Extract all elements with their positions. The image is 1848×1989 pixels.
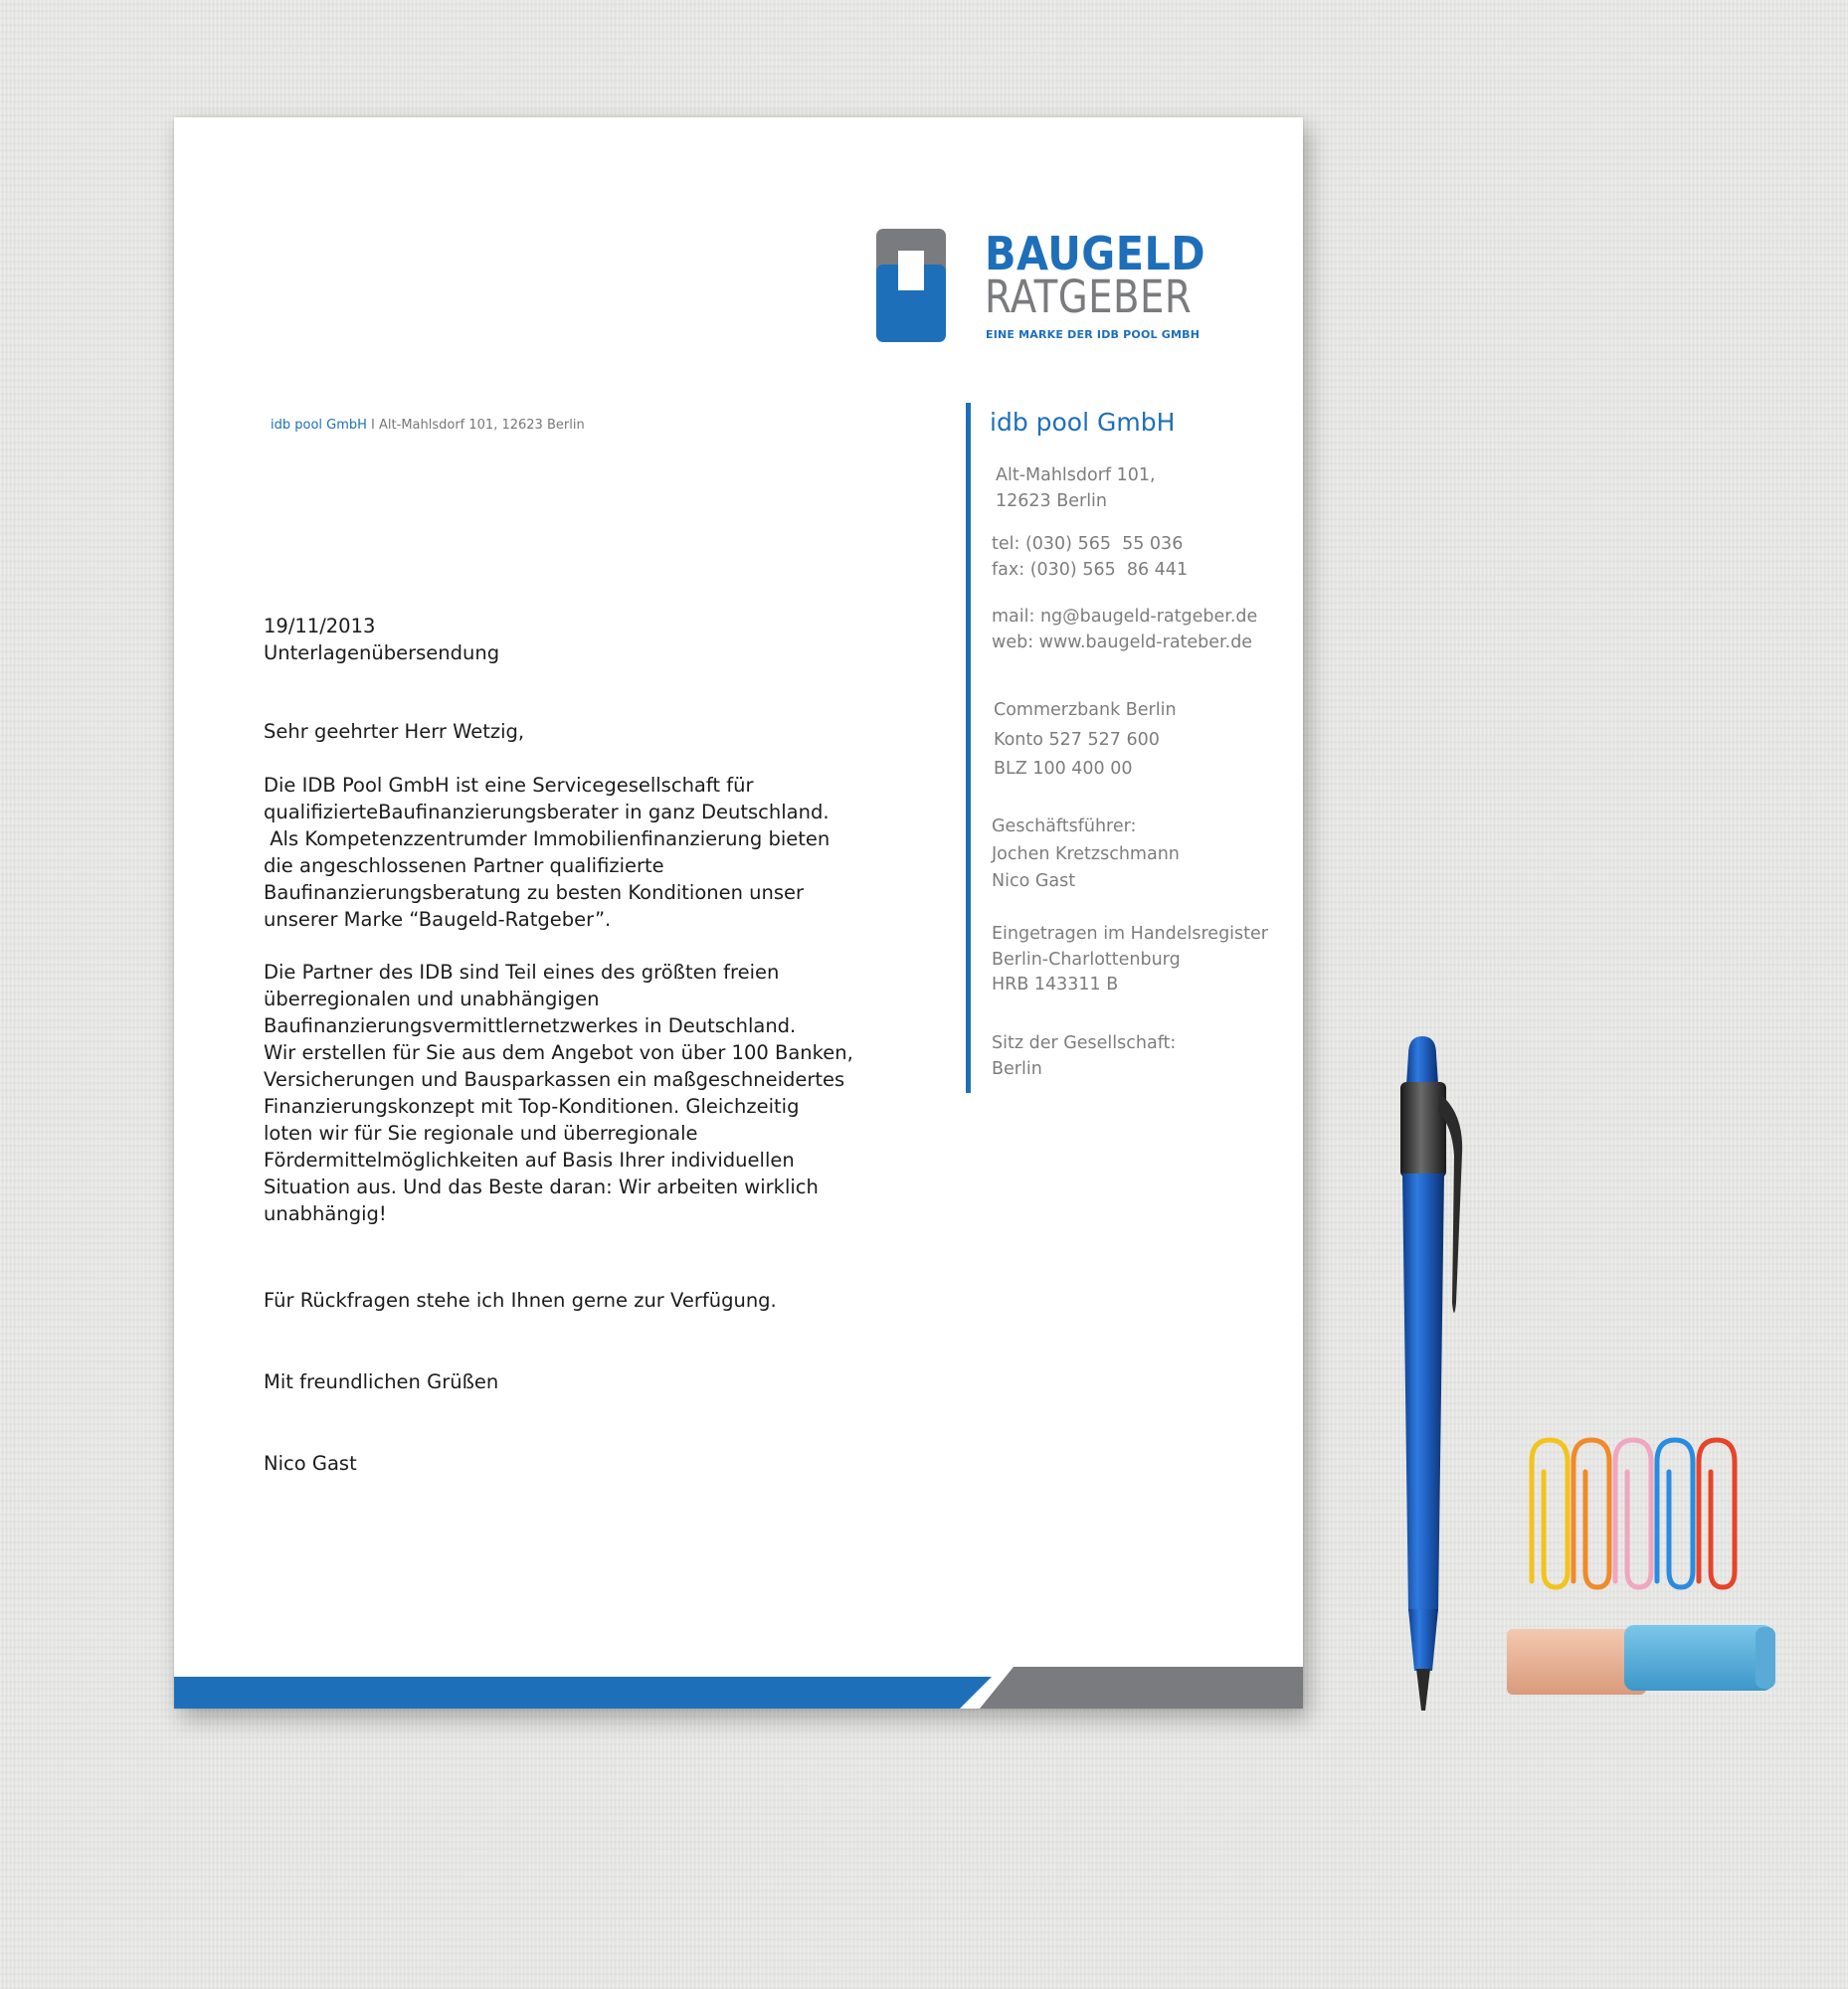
sender-return-address: [271, 418, 585, 433]
eraser-icon: [1507, 1621, 1780, 1701]
letter-closing-question: Für Rückfragen stehe ich Ihnen gerne zur Verfügung.: [264, 1289, 777, 1312]
side-phone: [992, 532, 1188, 583]
paragraph-line: qualifizierteBaufinanzierungsberater in ganz Deutschland.: [264, 801, 830, 823]
paper-clips-icon: [1522, 1432, 1760, 1601]
side-register: [992, 922, 1268, 998]
footer-blue-stripe: [174, 1677, 992, 1709]
side-line: Jochen Kretzschmann: [992, 843, 1180, 864]
side-line: Sitz der Gesellschaft:: [992, 1033, 1177, 1053]
baugeld-logo-mark-icon: [876, 229, 946, 342]
letterhead-paper: [174, 117, 1303, 1709]
side-bank: [994, 696, 1177, 785]
paragraph-line: Fördermittelmöglichkeiten auf Basis Ihrer individuellen: [264, 1149, 795, 1172]
paragraph-line: überregionalen und unabhängigen: [264, 988, 600, 1010]
side-company-name: idb pool GmbH: [990, 408, 1176, 437]
paragraph-line: Versicherungen und Bausparkassen ein maßgeschneidertes: [264, 1068, 845, 1091]
letter-signature: Nico Gast: [264, 1452, 357, 1475]
side-line: BLZ 100 400 00: [994, 759, 1133, 779]
paragraph-line: Finanzierungskonzept mit Top-Konditionen. Gleichzeitig: [264, 1095, 800, 1118]
side-contact: [992, 605, 1257, 655]
side-email: mail: ng@baugeld-ratgeber.de: [992, 607, 1258, 627]
footer-band: [174, 1667, 1303, 1709]
sender-name: idb pool GmbH: [271, 418, 367, 433]
side-line: Nico Gast: [992, 871, 1076, 891]
footer-gray-stripe: [980, 1667, 1303, 1709]
paragraph-line: Baufinanzierungsvermittlernetzwerkes in Deutschland.: [264, 1014, 797, 1037]
letter-header: [264, 613, 900, 666]
side-line: Konto 527 527 600: [994, 729, 1160, 750]
logo-word-ratgeber: RATGEBER: [985, 271, 1193, 323]
letter-paragraph-1: [264, 772, 900, 933]
paragraph-line: Situation aus. Und das Beste daran: Wir arbeiten wirklich: [264, 1175, 819, 1198]
side-line: Berlin-Charlottenburg: [992, 949, 1181, 970]
paragraph-line: Die IDB Pool GmbH ist eine Servicegesellschaft für: [264, 774, 754, 797]
sender-separator: I: [366, 418, 380, 433]
logo-tagline: EINE MARKE DER IDB POOL GMBH: [986, 328, 1201, 341]
side-line: fax: (030) 565 86 441: [992, 559, 1189, 580]
paragraph-line: unserer Marke “Baugeld-Ratgeber”.: [264, 908, 612, 931]
letter-greeting: Mit freundlichen Grüßen: [264, 1370, 499, 1393]
side-line: Alt-Mahlsdorf 101,: [996, 465, 1156, 485]
letter-paragraph-2: [264, 959, 900, 1227]
letter-date: 19/11/2013: [264, 615, 376, 637]
paragraph-line: unabhängig!: [264, 1202, 387, 1225]
letter-subject: Unterlagenübersendung: [264, 641, 500, 664]
side-address: [996, 463, 1156, 514]
paragraph-line: Baufinanzierungsberatung zu besten Konditionen unser: [264, 881, 805, 904]
side-accent-bar: [966, 403, 971, 1093]
side-web: web: www.baugeld-rateber.de: [992, 632, 1253, 652]
side-managers: [992, 814, 1180, 896]
side-line: Commerzbank Berlin: [994, 700, 1177, 720]
paragraph-line: Die Partner des IDB sind Teil eines des größten freien: [264, 961, 780, 984]
side-line: Eingetragen im Handelsregister: [992, 924, 1268, 944]
side-line: Berlin: [992, 1058, 1042, 1079]
side-line: HRB 143311 B: [992, 975, 1119, 994]
ballpoint-pen-icon: [1373, 1024, 1482, 1720]
paragraph-line: loten wir für Sie regionale und überregionale: [264, 1122, 698, 1145]
paragraph-line: Als Kompetenzzentrumder Immobilienfinanzierung bieten: [264, 827, 831, 850]
paragraph-line: Wir erstellen für Sie aus dem Angebot von über 100 Banken,: [264, 1041, 853, 1064]
side-line: 12623 Berlin: [996, 490, 1108, 511]
side-line: tel: (030) 565 55 036: [992, 534, 1184, 554]
side-seat: [992, 1031, 1176, 1082]
letter-salutation: Sehr geehrter Herr Wetzig,: [264, 720, 525, 743]
sender-address: Alt-Mahlsdorf 101, 12623 Berlin: [379, 418, 585, 433]
paragraph-line: die angeschlossenen Partner qualifizierte: [264, 854, 664, 877]
side-line: Geschäftsführer:: [992, 816, 1137, 836]
logo-word-baugeld: BAUGELD: [985, 227, 1206, 280]
